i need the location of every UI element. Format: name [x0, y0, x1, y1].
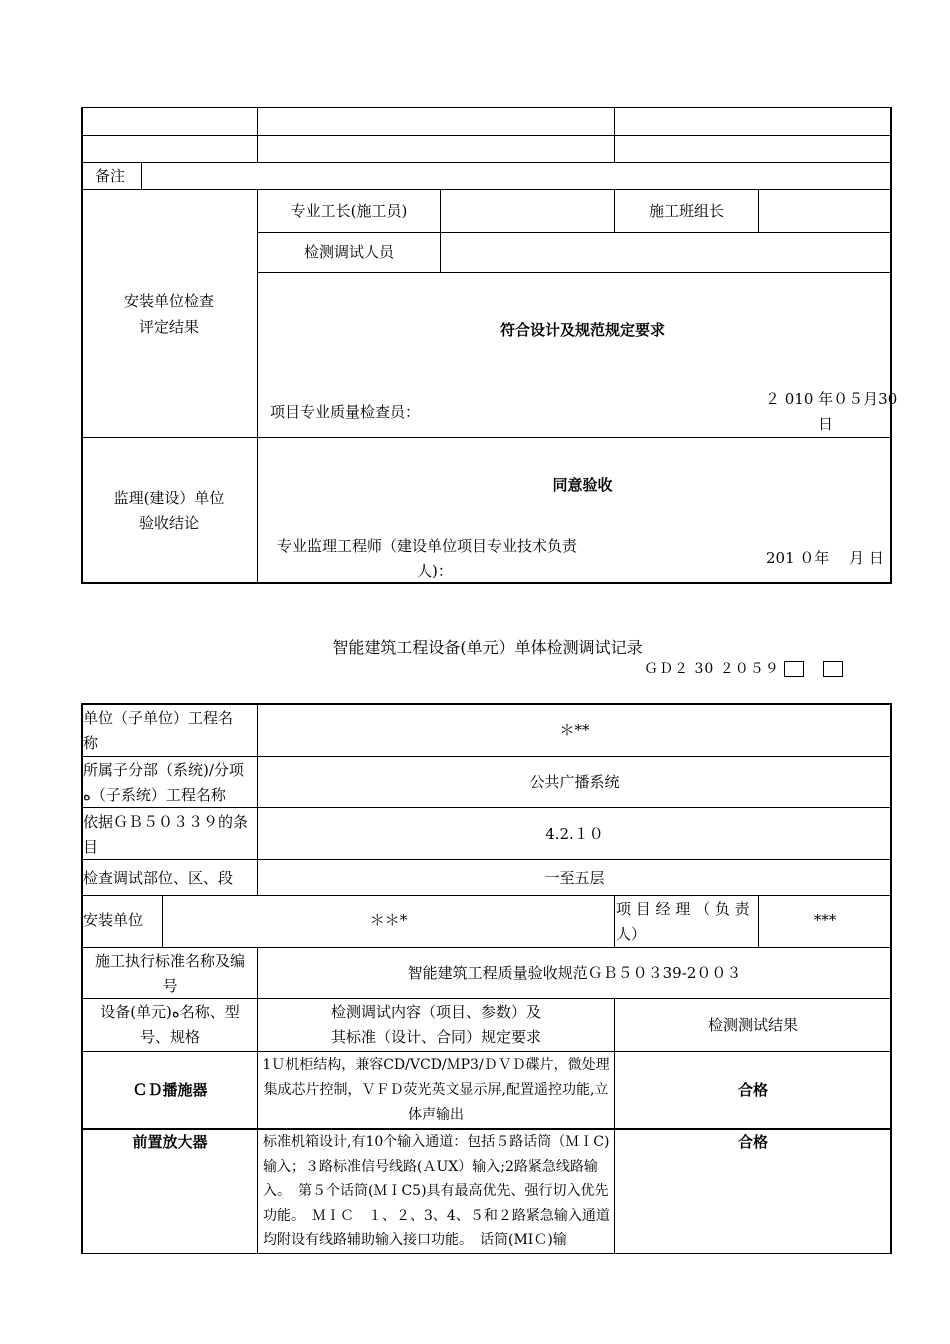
table-line [81, 437, 892, 438]
engineer-label: 人)： [417, 562, 453, 580]
install-check-label: 评定结果 [138, 318, 199, 336]
install-unit-value: ＊＊* [369, 911, 408, 929]
table-line [81, 1253, 892, 1254]
basis-label: 依据ＧＢ５０３３９的条 [83, 813, 249, 831]
supervision-label: 验收结论 [138, 514, 199, 532]
device-desc: 1Ｕ机柜结构，兼容CD/VCD/ＭP3/ＤＶＤ碟片，微处理集成芯片控制，ＶＦＤ荧光英文显示屏,配置遥控功能,立体声输出 [262, 1057, 610, 1123]
project-name-label: 单位（子单位）工程名 [83, 709, 234, 727]
inspector-label: 项目专业质量检查员： [270, 403, 421, 421]
table-line [81, 107, 892, 108]
table-line [257, 947, 258, 1254]
tester-label: 检测调试人员 [303, 243, 394, 261]
result-header: 检测测试结果 [707, 1016, 798, 1034]
table-line [81, 135, 892, 136]
table-line [257, 107, 258, 162]
date-line: 201 ０年 月 日 [766, 549, 884, 567]
device-header: 号、规格 [139, 1028, 200, 1046]
table-line [81, 947, 892, 948]
project-name-value: ＊** [559, 721, 590, 739]
table-line [614, 107, 615, 162]
form-title: 智能建筑工程设备(单元）单体检测调试记录 [332, 638, 643, 657]
basis-label: 目 [83, 838, 99, 856]
form-code: ＧＤ２ 30 ２０５９ [644, 661, 780, 677]
standard-value: 智能建筑工程质量验收规范ＧＢ５０３39-2００３ [407, 964, 742, 982]
device-result: 合格 [737, 1081, 768, 1099]
location-label: 检查调试部位、区、段 [83, 869, 234, 887]
code-checkbox[interactable] [823, 661, 843, 677]
install-check-label: 安装单位检查 [123, 292, 214, 310]
code-checkbox[interactable] [784, 661, 804, 677]
content-header: 其标准（设计、合同）规定要求 [330, 1028, 541, 1046]
table-line [257, 232, 892, 233]
sub-system-value: 公共广播系统 [529, 773, 620, 791]
engineer-label: 专业监理工程师（建设单位项目专业技术负责 [277, 537, 578, 555]
foreman-label: 专业工长(施工员) [290, 202, 408, 220]
accept-conclusion: 同意验收 [552, 476, 613, 494]
team-leader-label: 施工班组长 [648, 202, 724, 220]
table-line [81, 895, 892, 896]
table-line [81, 859, 892, 860]
table-line [81, 162, 892, 163]
table-line [81, 756, 892, 757]
standard-label: 施工执行标准名称及编 [94, 952, 245, 970]
table-line [758, 189, 759, 232]
project-name-label: 称 [83, 734, 99, 752]
check-result: 符合设计及规范规定要求 [499, 321, 665, 339]
device-result: 合格 [737, 1133, 768, 1151]
table-line [614, 895, 615, 947]
pm-label: 项 目 经 理 （ 负 责 [616, 900, 750, 918]
device-name: ＣＤ播施器 [132, 1081, 208, 1099]
table-line [81, 703, 892, 705]
location-value: 一至五层 [544, 869, 605, 887]
table-line [440, 189, 441, 272]
table-line [141, 162, 142, 189]
table-line [81, 189, 892, 190]
remark-label: 备注 [95, 167, 126, 185]
sub-system-label: 所属子分部（系统)/分项 [83, 761, 244, 779]
pm-value: *** [813, 911, 837, 929]
date-line: ２ 010 年０５月30 [765, 390, 898, 408]
supervision-label: 监理(建设）单位 [113, 489, 225, 507]
device-desc: 标准机箱设计,有10个输入通道：包括５路话筒（ＭＩC)输入；３路标准信号线路(ＡUX）输入;2路紧急线路输入。 第５个话筒(ＭＩC5)具有最高优先、强行切入优先功能。 ＭＩＣ １、２、3、4、５和２路紧急输入通道均附设有线路辅助输入接口功能。 话筒(MIＣ)输 [263, 1134, 610, 1248]
device-name: 前置放大器 [132, 1133, 208, 1151]
device-header: 设备(单元)ه名称、型 [100, 1003, 240, 1021]
sub-system-label: ه（子系统）工程名称 [83, 786, 226, 804]
table-line [257, 272, 892, 273]
content-header: 检测调试内容（项目、参数）及 [330, 1003, 541, 1021]
install-unit-label: 安装单位 [83, 911, 144, 929]
basis-value: 4.2.１０ [545, 825, 604, 843]
table-line [81, 1051, 892, 1052]
date-line: 日 [818, 415, 834, 433]
table-line [81, 582, 892, 584]
table-line [890, 107, 892, 584]
standard-label: 号 [162, 977, 178, 995]
pm-label: 人） [616, 925, 647, 943]
